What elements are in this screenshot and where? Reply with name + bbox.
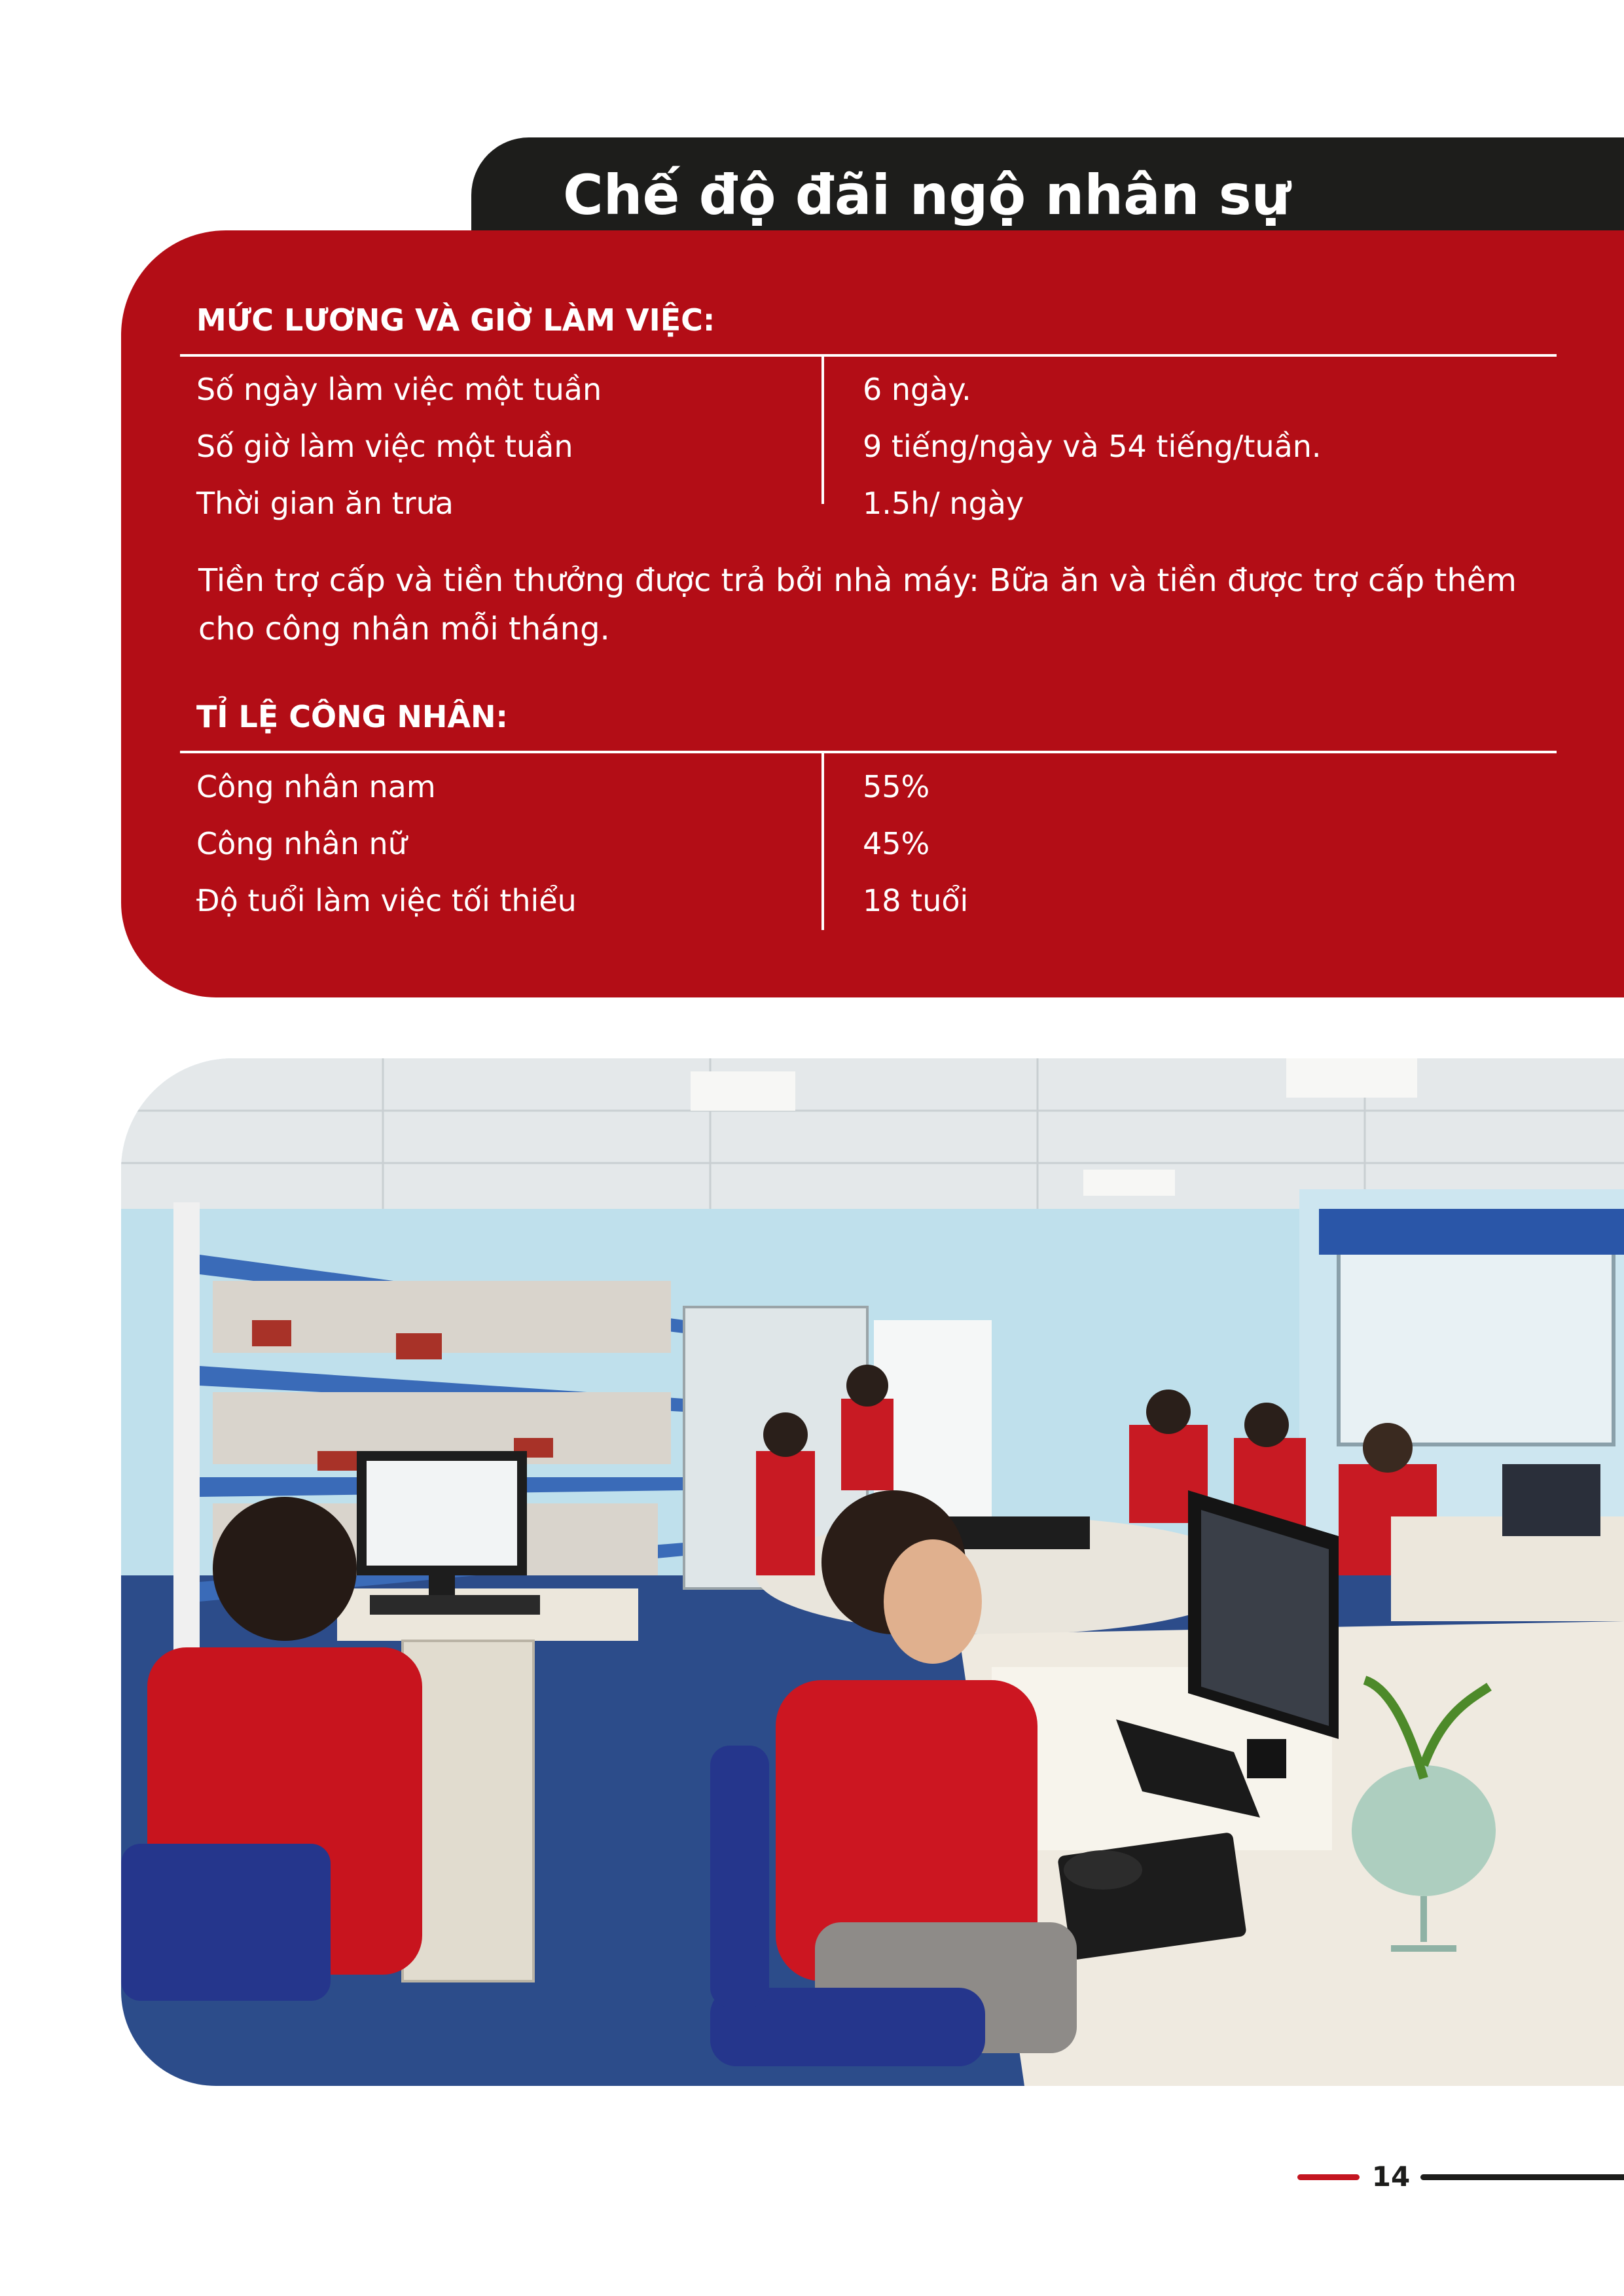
footer-accent-red xyxy=(1297,2174,1360,2180)
office-photo xyxy=(121,1058,1624,2086)
table-row-label: Số ngày làm việc một tuần xyxy=(196,372,602,407)
column-divider xyxy=(821,357,824,504)
table-row-label: Công nhân nữ xyxy=(196,826,407,861)
table-row-label: Số giờ làm việc một tuần xyxy=(196,429,573,464)
table-row-value: 55% xyxy=(863,769,930,804)
table-row-label: Công nhân nam xyxy=(196,769,436,804)
table-row-value: 6 ngày. xyxy=(863,372,971,407)
section-heading-salary: MỨC LƯƠNG VÀ GIỜ LÀM VIỆC: xyxy=(196,302,715,338)
footer-accent-dark xyxy=(1420,2174,1624,2180)
column-divider xyxy=(821,753,824,930)
table-row-value: 1.5h/ ngày xyxy=(863,486,1024,521)
table-row-label: Thời gian ăn trưa xyxy=(196,486,454,521)
page-number: 14 xyxy=(1371,2161,1411,2193)
page-title: Chế độ đãi ngộ nhân sự xyxy=(563,163,1291,227)
table-row-value: 18 tuổi xyxy=(863,883,969,918)
divider xyxy=(180,751,1557,753)
table-row-label: Độ tuổi làm việc tối thiểu xyxy=(196,883,577,918)
divider xyxy=(180,354,1557,357)
section-heading-workers: TỈ LỆ CÔNG NHÂN: xyxy=(196,699,508,734)
table-row-value: 45% xyxy=(863,826,930,861)
allowance-note: Tiền trợ cấp và tiền thưởng được trả bởi nhà máy: Bữa ăn và tiền được trợ cấp thêm cho công nhân mỗi tháng. xyxy=(198,562,1517,647)
table-row-value: 9 tiếng/ngày và 54 tiếng/tuần. xyxy=(863,429,1322,464)
